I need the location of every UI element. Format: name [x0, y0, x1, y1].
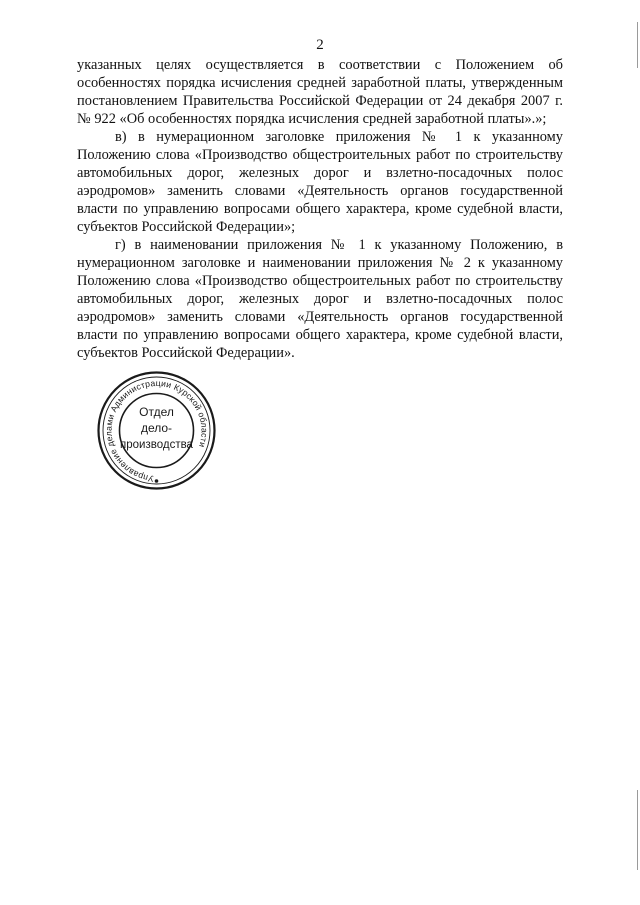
paragraph-item-g: г) в наименовании приложения № 1 к указанному Положению, в нумерационном заголовке и наименовании приложения № 2 к указанному Положению слова «Производство общестроительных работ по строительству автомобильных дорог, железных дорог и взлетно-посадочных полос аэродромов» заменить словами «Деятельность органов государственной власти по управлению вопросами общего характера, кроме судебной власти, субъектов Российской Федерации».: [77, 237, 563, 361]
stamp-seal: [96, 369, 217, 492]
paragraph-continuation: указанных целях осуществляется в соответствии с Положением об особенностях порядка исчисления средней заработной платы, утвержденным постановлением Правительства Российской Федерации от 24 декабря 2007 г. № 922 «Об особенностях порядка исчисления средней заработной платы».»;: [77, 57, 563, 127]
document-body: [77, 56, 563, 362]
scan-edge-mark: [637, 22, 638, 68]
paragraph-item-v: в) в нумерационном заголовке приложения № 1 к указанному Положению слова «Производство общестроительных работ по строительству автомобильных дорог, железных дорог и взлетно-посадочных полос аэродромов» заменить словами «Деятельность органов государственной власти по управлению вопросами общего характера, кроме судебной власти, субъектов Российской Федерации»;: [77, 129, 563, 235]
office-stamp: [96, 369, 217, 492]
stamp-center-line-2: дело-: [140, 421, 173, 435]
page-number: 2: [316, 37, 324, 53]
stamp-center-line-3: производства: [120, 439, 193, 451]
stamp-center-line-1: Отдел: [139, 405, 174, 419]
stamp-ring-text: Управление делами Администрации Курской области: [103, 377, 210, 484]
stamp-dot-icon: [155, 479, 159, 483]
scan-edge-mark: [637, 790, 638, 870]
